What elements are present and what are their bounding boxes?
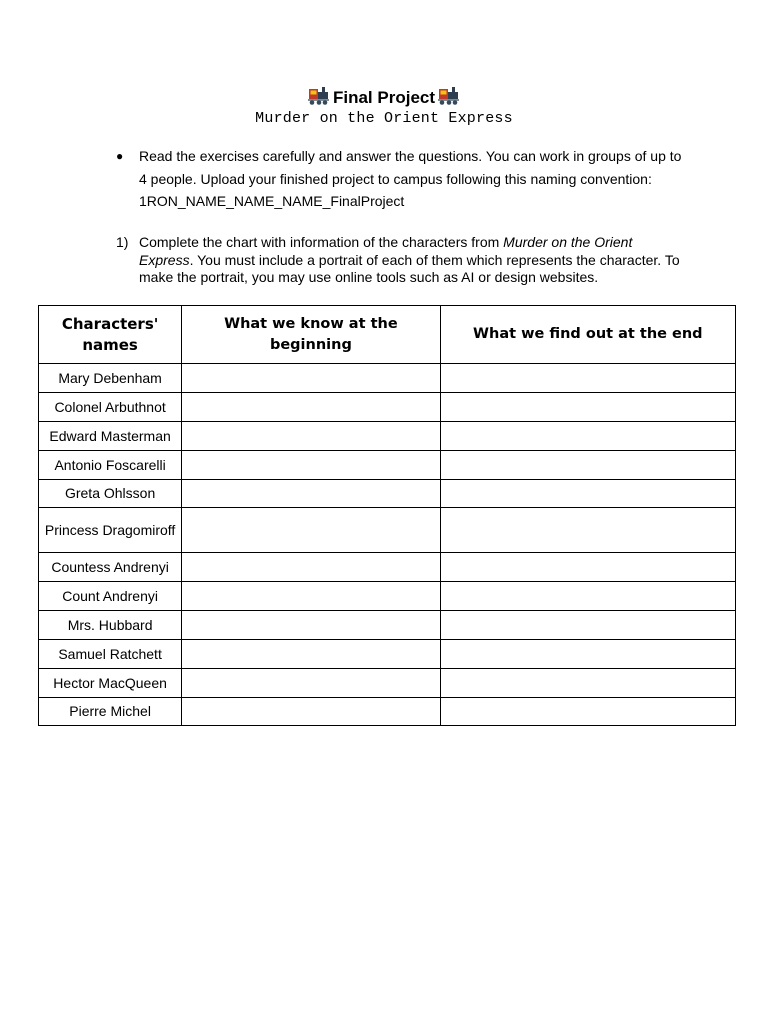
table-header-row (39, 306, 736, 364)
end-cell[interactable] (440, 611, 735, 640)
end-cell[interactable] (440, 698, 735, 726)
character-name-cell: Countess Andrenyi (39, 553, 182, 582)
character-name-cell: Hector MacQueen (39, 669, 182, 698)
title-text: Final Project (332, 88, 436, 107)
table-row (39, 669, 736, 698)
end-cell[interactable] (440, 669, 735, 698)
table-row (39, 698, 736, 726)
page-title (0, 86, 768, 109)
table-row (39, 422, 736, 451)
end-cell[interactable] (440, 508, 735, 553)
exercise-text-after: . You must include a portrait of each of them which represents the character. To make the portrait, you may use online tools such as AI or design websites. (139, 251, 680, 285)
character-name-cell: Mary Debenham (39, 364, 182, 393)
table-row (39, 611, 736, 640)
table-row (39, 582, 736, 611)
beginning-cell[interactable] (182, 553, 440, 582)
exercise-text (139, 234, 684, 287)
book-title: Murder on the Orient Express (139, 234, 633, 268)
end-cell[interactable] (440, 553, 735, 582)
instructions-text: Read the exercises carefully and answer the questions. You can work in groups of up to 4 people. Upload your finished project to campus following this naming convention: 1RON_NAME_NAME_NAME_FinalProject (139, 148, 682, 209)
table-row (39, 393, 736, 422)
table-row (39, 480, 736, 508)
header-characters-names: Characters' names (39, 306, 182, 364)
beginning-cell[interactable] (182, 451, 440, 480)
end-cell[interactable] (440, 582, 735, 611)
character-name-cell: Princess Dragomiroff (39, 508, 182, 553)
exercise-number: 1) (116, 234, 129, 250)
character-name-cell: Mrs. Hubbard (39, 611, 182, 640)
beginning-cell[interactable] (182, 611, 440, 640)
beginning-cell[interactable] (182, 393, 440, 422)
beginning-cell[interactable] (182, 422, 440, 451)
character-name-cell: Samuel Ratchett (39, 640, 182, 669)
header-end: What we find out at the end (440, 306, 735, 364)
beginning-cell[interactable] (182, 508, 440, 553)
end-cell[interactable] (440, 640, 735, 669)
character-name-cell: Colonel Arbuthnot (39, 393, 182, 422)
beginning-cell[interactable] (182, 364, 440, 393)
train-icon (308, 86, 330, 106)
table-row (39, 451, 736, 480)
exercise-text-before: Complete the chart with information of the characters from (139, 234, 504, 250)
bullet-icon: ● (116, 149, 124, 163)
end-cell[interactable] (440, 451, 735, 480)
table-row (39, 364, 736, 393)
character-name-cell: Antonio Foscarelli (39, 451, 182, 480)
beginning-cell[interactable] (182, 669, 440, 698)
beginning-cell[interactable] (182, 698, 440, 726)
character-name-cell: Count Andrenyi (39, 582, 182, 611)
beginning-cell[interactable] (182, 480, 440, 508)
train-icon (438, 86, 460, 106)
header-beginning: What we know at the beginning (182, 306, 440, 364)
characters-table (38, 305, 736, 726)
end-cell[interactable] (440, 364, 735, 393)
table-row (39, 640, 736, 669)
character-name-cell: Edward Masterman (39, 422, 182, 451)
table-row (39, 553, 736, 582)
end-cell[interactable] (440, 422, 735, 451)
end-cell[interactable] (440, 480, 735, 508)
character-name-cell: Greta Ohlsson (39, 480, 182, 508)
beginning-cell[interactable] (182, 582, 440, 611)
table-body (39, 364, 736, 726)
end-cell[interactable] (440, 393, 735, 422)
beginning-cell[interactable] (182, 640, 440, 669)
table-row (39, 508, 736, 553)
page-subtitle: Murder on the Orient Express (255, 110, 513, 127)
character-name-cell: Pierre Michel (39, 698, 182, 726)
